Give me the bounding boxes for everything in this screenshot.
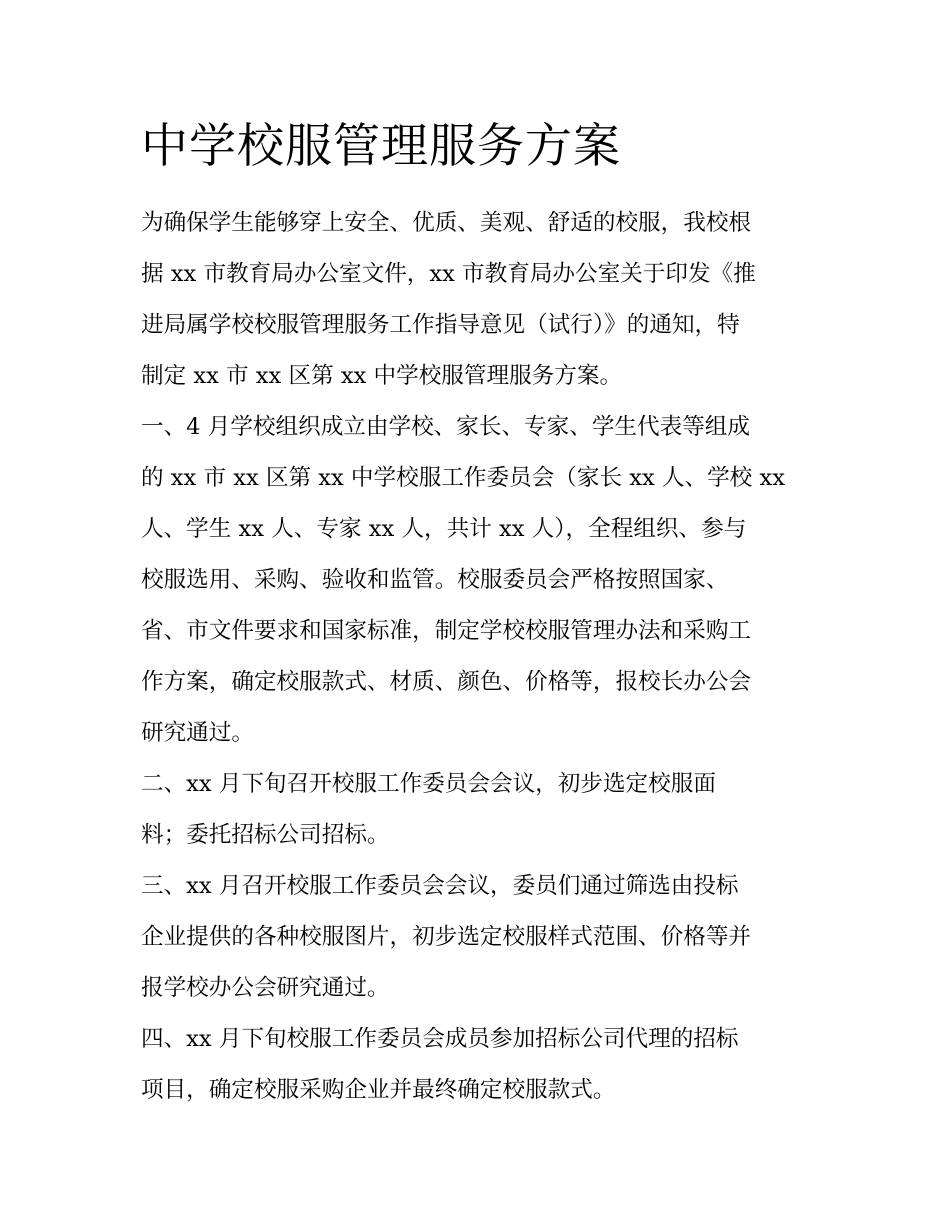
text-line: 制定 xx 市 xx 区第 xx 中学校服管理服务方案。: [141, 363, 623, 389]
text-line: 二、xx 月下旬召开校服工作委员会会议，初步选定校服面: [141, 771, 716, 797]
text-line: 作方案，确定校服款式、材质、颜色、价格等，报校长办公会: [141, 669, 752, 695]
text-line: 据 xx 市教育局办公室文件，xx 市教育局办公室关于印发《推: [141, 261, 756, 287]
text-line: 一、4 月学校组织成立由学校、家长、专家、学生代表等组成: [141, 414, 750, 440]
text-line: 进局属学校校服管理服务工作指导意见（试行）》的通知，特: [141, 312, 740, 338]
text-line: 三、xx 月召开校服工作委员会会议，委员们通过筛选由投标: [141, 873, 739, 899]
text-line: 项目，确定校服采购企业并最终确定校服款式。: [141, 1077, 616, 1103]
text-line: 企业提供的各种校服图片，初步选定校服样式范围、价格等并: [141, 924, 752, 950]
text-line: 人、学生 xx 人、专家 xx 人，共计 xx 人），全程组织、参与: [141, 516, 747, 542]
text-line: 省、市文件要求和国家标准，制定学校校服管理办法和采购工: [141, 618, 752, 644]
text-line: 料；委托招标公司招标。: [141, 822, 390, 848]
text-line: 为确保学生能够穿上安全、优质、美观、舒适的校服，我校根: [141, 210, 752, 236]
text-line: 报学校办公会研究通过。: [141, 975, 390, 1001]
document-title: 中学校服管理服务方案: [141, 119, 621, 174]
text-line: 研究通过。: [141, 720, 254, 746]
text-line: 的 xx 市 xx 区第 xx 中学校服工作委员会（家长 xx 人、学校 xx: [141, 465, 785, 491]
document-body: [141, 198, 813, 1116]
text-line: 四、xx 月下旬校服工作委员会成员参加招标公司代理的招标: [141, 1026, 739, 1052]
text-line: 校服选用、采购、验收和监管。校服委员会严格按照国家、: [141, 567, 729, 593]
